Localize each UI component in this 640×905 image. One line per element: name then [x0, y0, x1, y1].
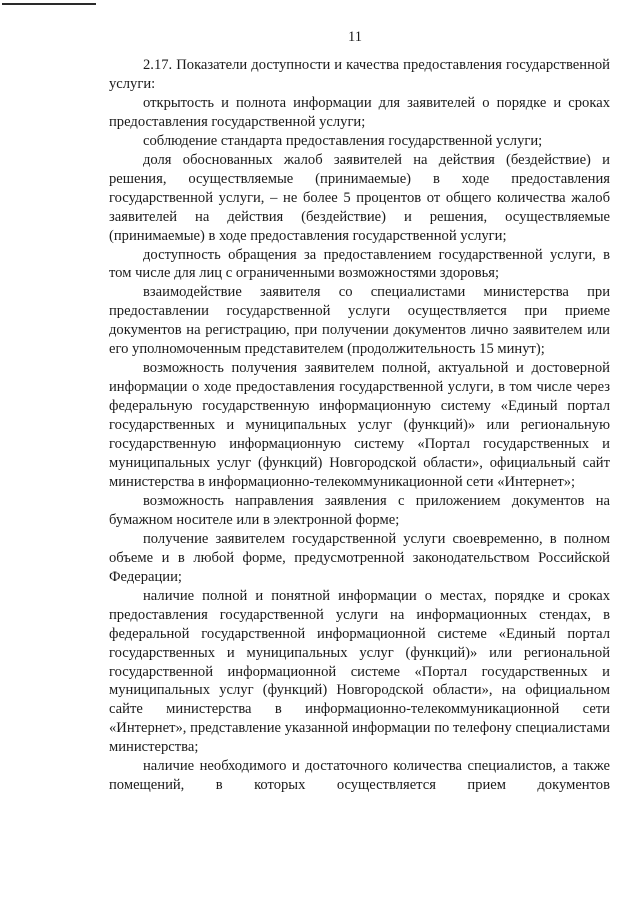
- paragraph-interaction: взаимодействие заявителя со специалистами министерства при предоставлении государственной услуги осуществляется при приеме документов на регистрацию, при получении документов лично заявителем или его уполномоченным представителем (продолжительность 15 минут);: [109, 284, 610, 358]
- scan-edge-line: [2, 3, 96, 5]
- document-body: [109, 56, 610, 795]
- paragraph-openness: открытость и полнота информации для заявителей о порядке и сроках предоставления государственной услуги;: [109, 94, 610, 130]
- paragraph-timely-receipt: получение заявителем государственной услуги своевременно, в полном объеме и в любой форме, предусмотренной законодательством Российской Федерации;: [109, 530, 610, 585]
- paragraph-standard-compliance: соблюдение стандарта предоставления государственной услуги;: [143, 132, 543, 149]
- page-number: 11: [348, 29, 362, 45]
- paragraph-staff-and-premises: наличие необходимого и достаточного количества специалистов, а также помещений, в которых осуществляется прием документов: [109, 758, 610, 794]
- paragraph-progress-information: возможность получения заявителем полной, актуальной и достоверной информации о ходе предоставления государственной услуги, в том числе через федеральную государственную информационную систему «Единый портал государственных и муниципальных услуг (функций)» или региональную государственную информационную систему «Портал государственных и муниципальных услуг (функций) Новгородской области», официальный сайт министерства в информационно-телекоммуникационной сети «Интернет»;: [109, 360, 610, 490]
- paragraph-information-availability: наличие полной и понятной информации о местах, порядке и сроках предоставления государственной услуги на информационных стендах, в федеральной государственной информационной системе «Единый портал государственных и муниципальных услуг (функций)» или региональной государственной информационной системе «Портал государственных и муниципальных услуг (функций) Новгородской области», на официальном сайте министерства в информационно-телекоммуникационной сети «Интернет», представление указанной информации по телефону специалистами министерства;: [109, 587, 610, 756]
- paragraph-submission-options: возможность направления заявления с приложением документов на бумажном носителе или в электронной форме;: [109, 492, 610, 528]
- paragraph-accessibility: доступность обращения за предоставлением государственной услуги, в том числе для лиц с ограниченными возможностями здоровья;: [109, 246, 610, 282]
- paragraph-2-17-heading: 2.17. Показатели доступности и качества предоставления государственной услуги:: [109, 57, 610, 92]
- paragraph-complaints-share: доля обоснованных жалоб заявителей на действия (бездействие) и решения, осуществляемые (принимаемые) в ходе предоставления государственной услуги, – не более 5 процентов от общего количества жалоб заявителей на действия (бездействие) и решения, осуществляемые (принимаемые) в ходе предоставления государственной услуги;: [109, 151, 610, 244]
